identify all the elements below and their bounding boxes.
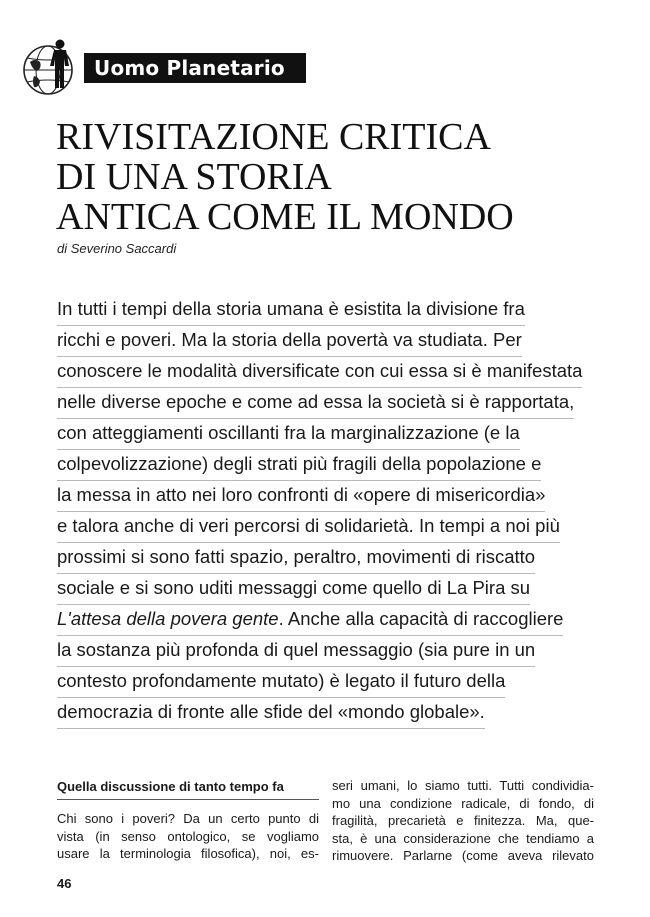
lead-line: prossimi si sono fatti spazio, peraltro, movimenti di riscatto: [57, 543, 535, 574]
title-line: DI UNA STORIA: [56, 156, 332, 198]
lead-line: colpevolizzazione) degli strati più fragili della popolazione e: [57, 450, 541, 481]
lead-line: con atteggiamenti oscillanti fra la marginalizzazione (e la: [57, 419, 520, 450]
body-line: usare la terminologia filosofica), noi, es-: [57, 846, 319, 861]
body-line: mo una condizione radicale, di fondo, di: [332, 795, 594, 811]
lead-paragraph: [57, 295, 597, 729]
lead-line-tail: . Anche alla capacità di raccogliere: [278, 608, 564, 629]
lead-line: conoscere le modalità diversificate con cui essa si è manifestata: [57, 357, 582, 388]
title-line: RIVISITAZIONE CRITICA: [56, 116, 491, 158]
lead-line: democrazia di fronte alle sfide del «mondo globale».: [57, 698, 485, 729]
article-title: [56, 117, 616, 237]
lead-line: In tutti i tempi della storia umana è esistita la divisione fra: [57, 295, 525, 326]
lead-line: contesto profondamente mutato) è legato il futuro della: [57, 667, 505, 698]
section-header: [20, 36, 300, 100]
lead-line: la messa in atto nei loro confronti di «opere di misericordia»: [57, 481, 545, 512]
page-number: 46: [57, 876, 72, 891]
lead-line: e talora anche di veri percorsi di solidarietà. In tempi a noi più: [57, 512, 560, 543]
body-line: vista (in senso ontologico, se vogliamo: [57, 828, 319, 844]
body-line: Chi sono i poveri? Da un certo punto di: [57, 811, 319, 826]
body-line: sta, è una considerazione che tendiamo a: [332, 830, 594, 846]
italic-book-title: L'attesa della povera gente: [57, 608, 279, 629]
body-line: rimuovere. Parlarne (come aveva rilevato: [332, 848, 594, 863]
section-subheading: Quella discussione di tanto tempo fa: [57, 777, 319, 800]
body-line: fragilità, precarietà e finitezza. Ma, que-: [332, 813, 594, 828]
lead-line: [57, 605, 563, 636]
lead-line: ricchi e poveri. Ma la storia della povertà va studiata. Per: [57, 326, 522, 357]
body-column-right: [332, 777, 594, 865]
body-line: seri umani, lo siamo tutti. Tutti condividia-: [332, 778, 594, 793]
byline: di Severino Saccardi: [57, 241, 177, 256]
body-column-left: [57, 777, 319, 863]
lead-line: la sostanza più profonda di quel messaggio (sia pure in un: [57, 636, 535, 667]
lead-line: nelle diverse epoche e come ad essa la società si è rapportata,: [57, 388, 574, 419]
section-label: Uomo Planetario: [84, 53, 306, 83]
lead-line: sociale e si sono uditi messaggi come quello di La Pira su: [57, 574, 530, 605]
globe-with-man-icon: [20, 36, 82, 100]
title-line: ANTICA COME IL MONDO: [56, 196, 514, 238]
